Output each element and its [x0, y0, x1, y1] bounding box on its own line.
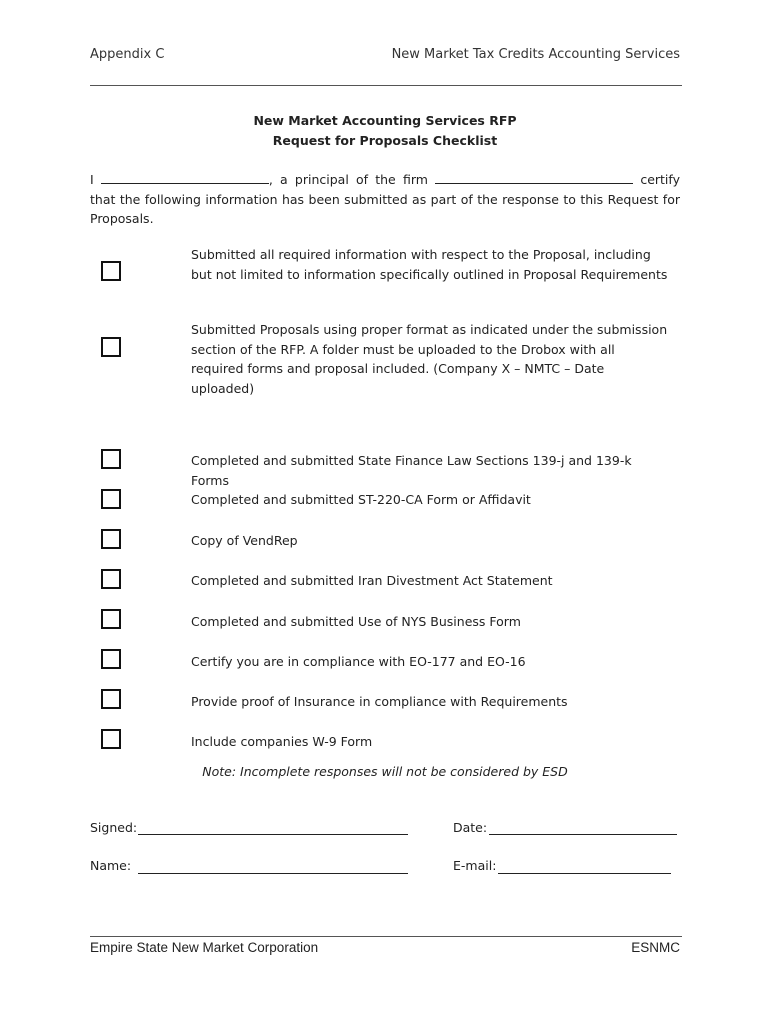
intro-prefix: I: [90, 172, 94, 187]
name-field[interactable]: [138, 873, 408, 874]
footer-right: ESNMC: [631, 940, 680, 955]
name-label: Name:: [90, 858, 132, 873]
signed-field[interactable]: [138, 834, 408, 835]
intro-suffix: certify that: [90, 172, 680, 207]
document-subtitle: Request for Proposals Checklist: [272, 133, 498, 148]
firm-name-field[interactable]: [435, 171, 633, 184]
note: Note: Incomplete responses will not be considered by ESD: [202, 764, 568, 779]
checkbox-st-220-ca[interactable]: [101, 489, 121, 509]
checklist-item-proposal-format: Submitted Proposals using proper format as indicated under the submission section of the RFP. A folder must be uploaded to the Drobox with all required forms and proposal included. (Company X – NMTC – Date uploaded): [191, 322, 668, 396]
checkbox-w9[interactable]: [101, 729, 121, 749]
checkbox-iran-divestment[interactable]: [101, 569, 121, 589]
footer-rule: [90, 936, 682, 937]
checklist-item-w9: Include companies W-9 Form: [191, 734, 373, 749]
checklist-item-insurance: Provide proof of Insurance in compliance with Requirements: [191, 694, 568, 709]
checklist-item-vendrep: Copy of VendRep: [191, 533, 298, 548]
email-field[interactable]: [498, 873, 671, 874]
header-right: New Market Tax Credits Accounting Services: [391, 47, 680, 62]
header-left: Appendix C: [90, 47, 165, 62]
checkbox-insurance[interactable]: [101, 689, 121, 709]
checkbox-required-info[interactable]: [101, 261, 121, 281]
document-title: New Market Accounting Services RFP: [253, 113, 517, 128]
signed-label: Signed:: [90, 820, 138, 835]
checklist-item-state-finance-law: Completed and submitted State Finance Law Sections 139-j and 139-k Forms: [191, 453, 632, 488]
checklist-item-st-220-ca: Completed and submitted ST-220-CA Form or Affidavit: [191, 492, 531, 507]
date-label: Date:: [453, 820, 488, 835]
certification-statement: [90, 170, 680, 229]
checklist-item-nys-business: Completed and submitted Use of NYS Business Form: [191, 614, 521, 629]
checkbox-nys-business[interactable]: [101, 609, 121, 629]
date-field[interactable]: [489, 834, 677, 835]
footer-left: Empire State New Market Corporation: [90, 940, 319, 955]
checklist-item-eo-compliance: Certify you are in compliance with EO-177 and EO-16: [191, 654, 526, 669]
checkbox-eo-compliance[interactable]: [101, 649, 121, 669]
checkbox-proposal-format[interactable]: [101, 337, 121, 357]
intro-rest: the following information has been submitted as part of the response to this Request for Proposals.: [90, 191, 680, 226]
header-rule: [90, 85, 682, 86]
checklist-item-iran-divestment: Completed and submitted Iran Divestment Act Statement: [191, 573, 553, 588]
principal-name-field[interactable]: [101, 171, 269, 184]
email-label: E-mail:: [453, 858, 497, 873]
intro-middle: , a principal of the firm: [268, 172, 428, 187]
checkbox-vendrep[interactable]: [101, 529, 121, 549]
checkbox-state-finance-law[interactable]: [101, 449, 121, 469]
checklist-item-required-info: Submitted all required information with respect to the Proposal, including but not limited to information specifically outlined in Proposal Requirements: [191, 247, 668, 282]
